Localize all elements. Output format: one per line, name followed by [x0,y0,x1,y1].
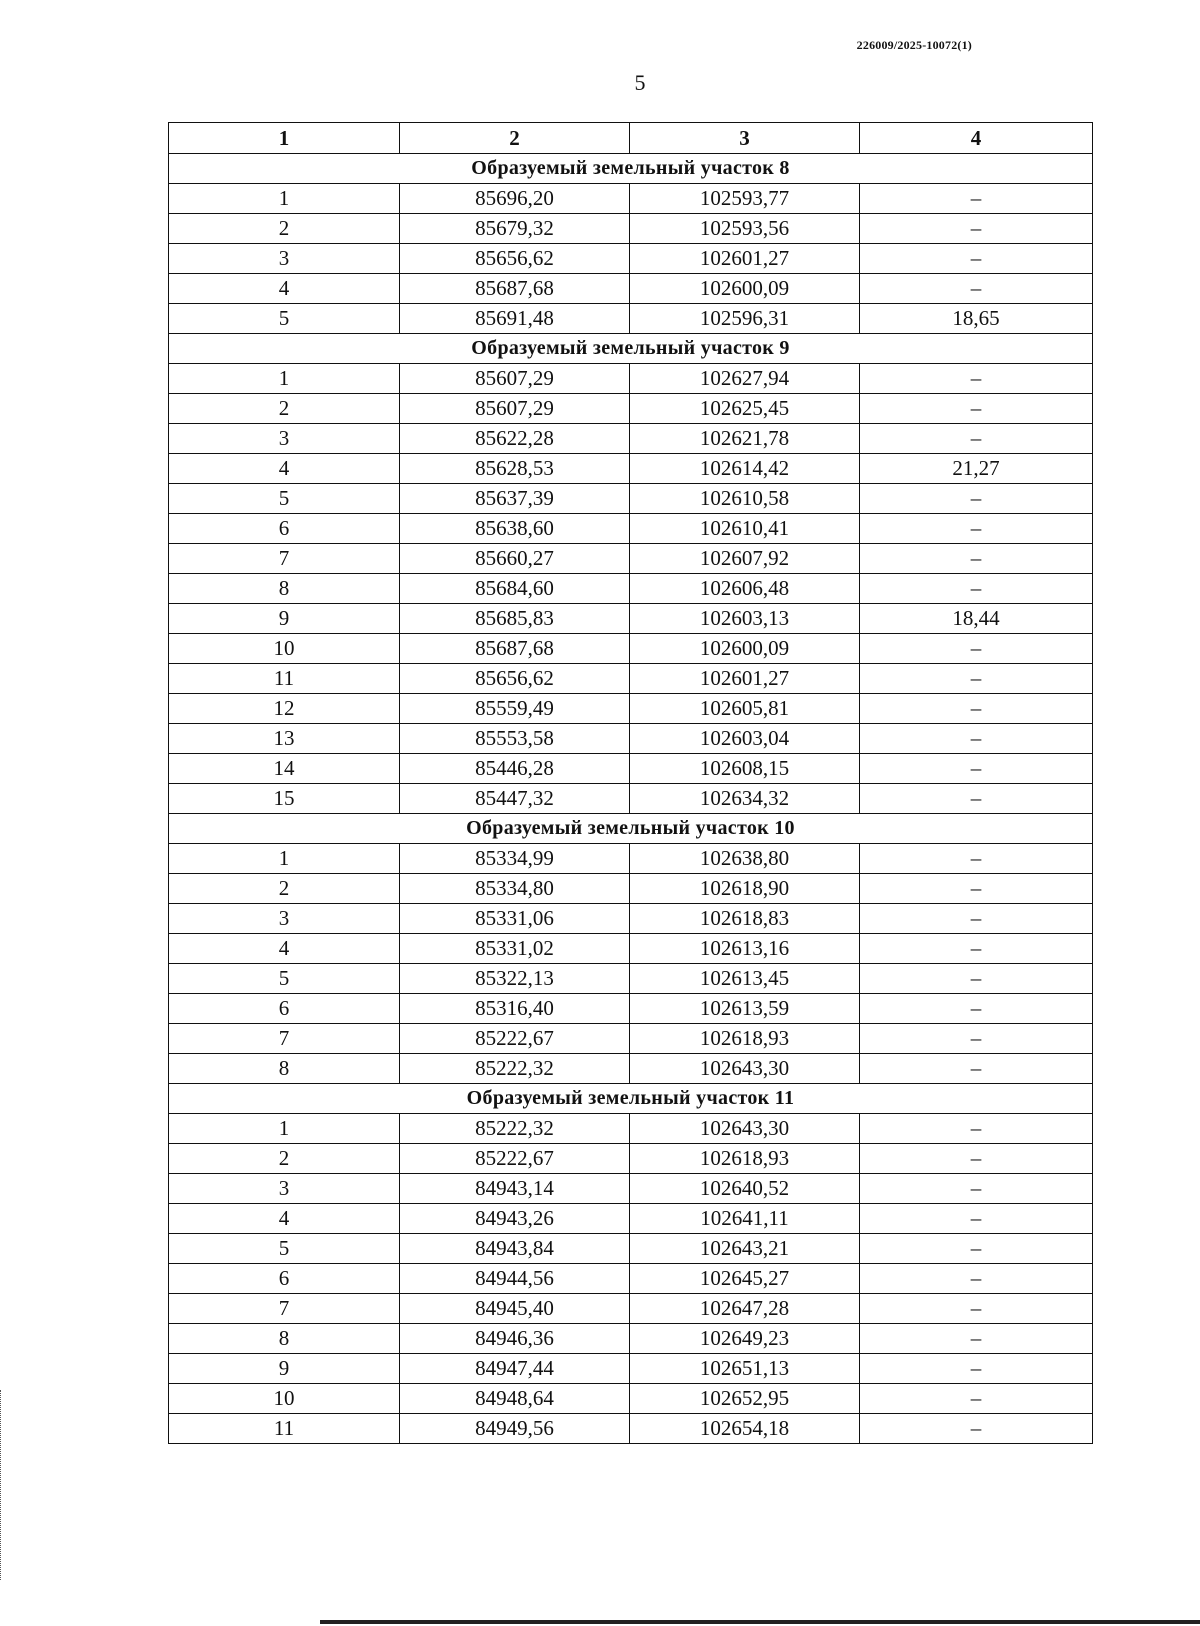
page-number: 5 [634,70,646,95]
distance-cell: – [860,904,1093,934]
y-coordinate-cell: 102621,78 [630,424,860,454]
point-number-cell: 4 [169,274,400,304]
table-body [169,154,1093,1444]
point-number-cell: 6 [169,994,400,1024]
x-coordinate-cell: 85691,48 [400,304,630,334]
table-row [169,964,1093,994]
point-number-cell: 4 [169,934,400,964]
table-row [169,844,1093,874]
point-number-cell: 2 [169,874,400,904]
y-coordinate-cell: 102608,15 [630,754,860,784]
distance-cell: – [860,364,1093,394]
point-number-cell: 7 [169,1024,400,1054]
x-coordinate-cell: 84947,44 [400,1354,630,1384]
column-header: 2 [400,123,630,154]
table-row [169,1414,1093,1444]
x-coordinate-cell: 85559,49 [400,694,630,724]
x-coordinate-cell: 85331,06 [400,904,630,934]
point-number-cell: 15 [169,784,400,814]
x-coordinate-cell: 84943,84 [400,1234,630,1264]
point-number-cell: 1 [169,184,400,214]
y-coordinate-cell: 102640,52 [630,1174,860,1204]
x-coordinate-cell: 84945,40 [400,1294,630,1324]
x-coordinate-cell: 84946,36 [400,1324,630,1354]
coordinates-table [168,122,1093,1444]
scan-bottom-edge [320,1620,1200,1624]
y-coordinate-cell: 102593,77 [630,184,860,214]
point-number-cell: 13 [169,724,400,754]
distance-cell: – [860,964,1093,994]
y-coordinate-cell: 102610,41 [630,514,860,544]
x-coordinate-cell: 85687,68 [400,634,630,664]
table-row [169,664,1093,694]
column-header: 1 [169,123,400,154]
distance-cell: – [860,754,1093,784]
table-row [169,544,1093,574]
distance-cell: – [860,1384,1093,1414]
point-number-cell: 10 [169,1384,400,1414]
x-coordinate-cell: 85628,53 [400,454,630,484]
x-coordinate-cell: 85656,62 [400,664,630,694]
section-row [169,814,1093,844]
table-row [169,304,1093,334]
point-number-cell: 1 [169,364,400,394]
distance-cell: – [860,874,1093,904]
distance-cell: – [860,724,1093,754]
x-coordinate-cell: 85553,58 [400,724,630,754]
point-number-cell: 5 [169,484,400,514]
x-coordinate-cell: 85334,99 [400,844,630,874]
table-row [169,634,1093,664]
point-number-cell: 8 [169,1054,400,1084]
y-coordinate-cell: 102601,27 [630,244,860,274]
y-coordinate-cell: 102600,09 [630,274,860,304]
table-row [169,1024,1093,1054]
table-row [169,1234,1093,1264]
y-coordinate-cell: 102613,45 [630,964,860,994]
table-row [169,1114,1093,1144]
y-coordinate-cell: 102645,27 [630,1264,860,1294]
point-number-cell: 6 [169,514,400,544]
y-coordinate-cell: 102618,93 [630,1144,860,1174]
point-number-cell: 5 [169,964,400,994]
x-coordinate-cell: 85222,32 [400,1054,630,1084]
x-coordinate-cell: 85679,32 [400,214,630,244]
distance-cell: – [860,1114,1093,1144]
x-coordinate-cell: 85334,80 [400,874,630,904]
point-number-cell: 7 [169,1294,400,1324]
table-row [169,1054,1093,1084]
x-coordinate-cell: 84949,56 [400,1414,630,1444]
point-number-cell: 3 [169,424,400,454]
x-coordinate-cell: 84943,14 [400,1174,630,1204]
y-coordinate-cell: 102654,18 [630,1414,860,1444]
header-row [169,123,1093,154]
point-number-cell: 8 [169,1324,400,1354]
table-row [169,694,1093,724]
y-coordinate-cell: 102643,30 [630,1054,860,1084]
table-row [169,424,1093,454]
section-row [169,154,1093,184]
y-coordinate-cell: 102643,30 [630,1114,860,1144]
y-coordinate-cell: 102643,21 [630,1234,860,1264]
x-coordinate-cell: 85222,67 [400,1144,630,1174]
table-row [169,724,1093,754]
x-coordinate-cell: 84944,56 [400,1264,630,1294]
scan-margin-mark [0,1390,3,1580]
point-number-cell: 5 [169,1234,400,1264]
table-row [169,934,1093,964]
table-row [169,214,1093,244]
y-coordinate-cell: 102618,83 [630,904,860,934]
y-coordinate-cell: 102600,09 [630,634,860,664]
distance-cell: – [860,1264,1093,1294]
table-row [169,874,1093,904]
x-coordinate-cell: 85222,67 [400,1024,630,1054]
distance-cell: – [860,784,1093,814]
y-coordinate-cell: 102593,56 [630,214,860,244]
x-coordinate-cell: 85687,68 [400,274,630,304]
table-row [169,364,1093,394]
table-row [169,184,1093,214]
table-row [169,454,1093,484]
point-number-cell: 5 [169,304,400,334]
table-row [169,604,1093,634]
y-coordinate-cell: 102649,23 [630,1324,860,1354]
distance-cell: – [860,1024,1093,1054]
y-coordinate-cell: 102613,16 [630,934,860,964]
x-coordinate-cell: 85684,60 [400,574,630,604]
x-coordinate-cell: 85607,29 [400,364,630,394]
distance-cell: – [860,934,1093,964]
distance-cell: – [860,1354,1093,1384]
y-coordinate-cell: 102634,32 [630,784,860,814]
distance-cell: – [860,664,1093,694]
distance-cell: – [860,1414,1093,1444]
x-coordinate-cell: 84948,64 [400,1384,630,1414]
y-coordinate-cell: 102596,31 [630,304,860,334]
x-coordinate-cell: 85607,29 [400,394,630,424]
x-coordinate-cell: 85685,83 [400,604,630,634]
y-coordinate-cell: 102607,92 [630,544,860,574]
table-row [169,394,1093,424]
table-row [169,1324,1093,1354]
x-coordinate-cell: 85638,60 [400,514,630,544]
distance-cell: – [860,1054,1093,1084]
point-number-cell: 9 [169,1354,400,1384]
distance-cell: – [860,544,1093,574]
section-title: Образуемый земельный участок 8 [169,154,1093,184]
y-coordinate-cell: 102606,48 [630,574,860,604]
y-coordinate-cell: 102618,93 [630,1024,860,1054]
distance-cell: – [860,634,1093,664]
distance-cell: – [860,244,1093,274]
distance-cell: – [860,694,1093,724]
y-coordinate-cell: 102651,13 [630,1354,860,1384]
section-row [169,334,1093,364]
y-coordinate-cell: 102625,45 [630,394,860,424]
point-number-cell: 2 [169,214,400,244]
y-coordinate-cell: 102627,94 [630,364,860,394]
distance-cell: – [860,214,1093,244]
point-number-cell: 1 [169,844,400,874]
distance-cell: 18,65 [860,304,1093,334]
x-coordinate-cell: 85622,28 [400,424,630,454]
table-row [169,904,1093,934]
table-row [169,784,1093,814]
column-header: 3 [630,123,860,154]
x-coordinate-cell: 85656,62 [400,244,630,274]
document-id: 226009/2025-10072(1) [856,38,972,52]
y-coordinate-cell: 102603,04 [630,724,860,754]
table-row [169,484,1093,514]
table-row [169,994,1093,1024]
distance-cell: – [860,514,1093,544]
point-number-cell: 1 [169,1114,400,1144]
x-coordinate-cell: 85322,13 [400,964,630,994]
distance-cell: – [860,1294,1093,1324]
column-header: 4 [860,123,1093,154]
section-title: Образуемый земельный участок 10 [169,814,1093,844]
distance-cell: – [860,1204,1093,1234]
table-header [169,123,1093,154]
y-coordinate-cell: 102601,27 [630,664,860,694]
y-coordinate-cell: 102614,42 [630,454,860,484]
section-title: Образуемый земельный участок 9 [169,334,1093,364]
table-row [169,1354,1093,1384]
y-coordinate-cell: 102605,81 [630,694,860,724]
distance-cell: – [860,274,1093,304]
table-row [169,1174,1093,1204]
y-coordinate-cell: 102610,58 [630,484,860,514]
point-number-cell: 3 [169,1174,400,1204]
table-row [169,1144,1093,1174]
point-number-cell: 7 [169,544,400,574]
x-coordinate-cell: 85316,40 [400,994,630,1024]
table-row [169,1264,1093,1294]
distance-cell: – [860,1174,1093,1204]
x-coordinate-cell: 85446,28 [400,754,630,784]
point-number-cell: 12 [169,694,400,724]
point-number-cell: 3 [169,244,400,274]
point-number-cell: 8 [169,574,400,604]
table-row [169,754,1093,784]
distance-cell: – [860,994,1093,1024]
x-coordinate-cell: 85447,32 [400,784,630,814]
point-number-cell: 9 [169,604,400,634]
table-row [169,244,1093,274]
distance-cell: – [860,184,1093,214]
point-number-cell: 14 [169,754,400,784]
y-coordinate-cell: 102638,80 [630,844,860,874]
point-number-cell: 2 [169,1144,400,1174]
point-number-cell: 6 [169,1264,400,1294]
y-coordinate-cell: 102603,13 [630,604,860,634]
table-row [169,574,1093,604]
table-row [169,514,1093,544]
distance-cell: 18,44 [860,604,1093,634]
y-coordinate-cell: 102652,95 [630,1384,860,1414]
x-coordinate-cell: 85696,20 [400,184,630,214]
x-coordinate-cell: 85222,32 [400,1114,630,1144]
distance-cell: – [860,1144,1093,1174]
distance-cell: – [860,484,1093,514]
section-title: Образуемый земельный участок 11 [169,1084,1093,1114]
y-coordinate-cell: 102613,59 [630,994,860,1024]
point-number-cell: 11 [169,1414,400,1444]
point-number-cell: 3 [169,904,400,934]
table-row [169,1384,1093,1414]
x-coordinate-cell: 85637,39 [400,484,630,514]
distance-cell: – [860,1324,1093,1354]
x-coordinate-cell: 85331,02 [400,934,630,964]
distance-cell: – [860,844,1093,874]
distance-cell: – [860,394,1093,424]
y-coordinate-cell: 102647,28 [630,1294,860,1324]
table-row [169,274,1093,304]
point-number-cell: 11 [169,664,400,694]
point-number-cell: 10 [169,634,400,664]
x-coordinate-cell: 85660,27 [400,544,630,574]
x-coordinate-cell: 84943,26 [400,1204,630,1234]
point-number-cell: 2 [169,394,400,424]
point-number-cell: 4 [169,1204,400,1234]
table-row [169,1294,1093,1324]
y-coordinate-cell: 102618,90 [630,874,860,904]
distance-cell: 21,27 [860,454,1093,484]
distance-cell: – [860,1234,1093,1264]
distance-cell: – [860,424,1093,454]
distance-cell: – [860,574,1093,604]
table-row [169,1204,1093,1234]
section-row [169,1084,1093,1114]
y-coordinate-cell: 102641,11 [630,1204,860,1234]
point-number-cell: 4 [169,454,400,484]
